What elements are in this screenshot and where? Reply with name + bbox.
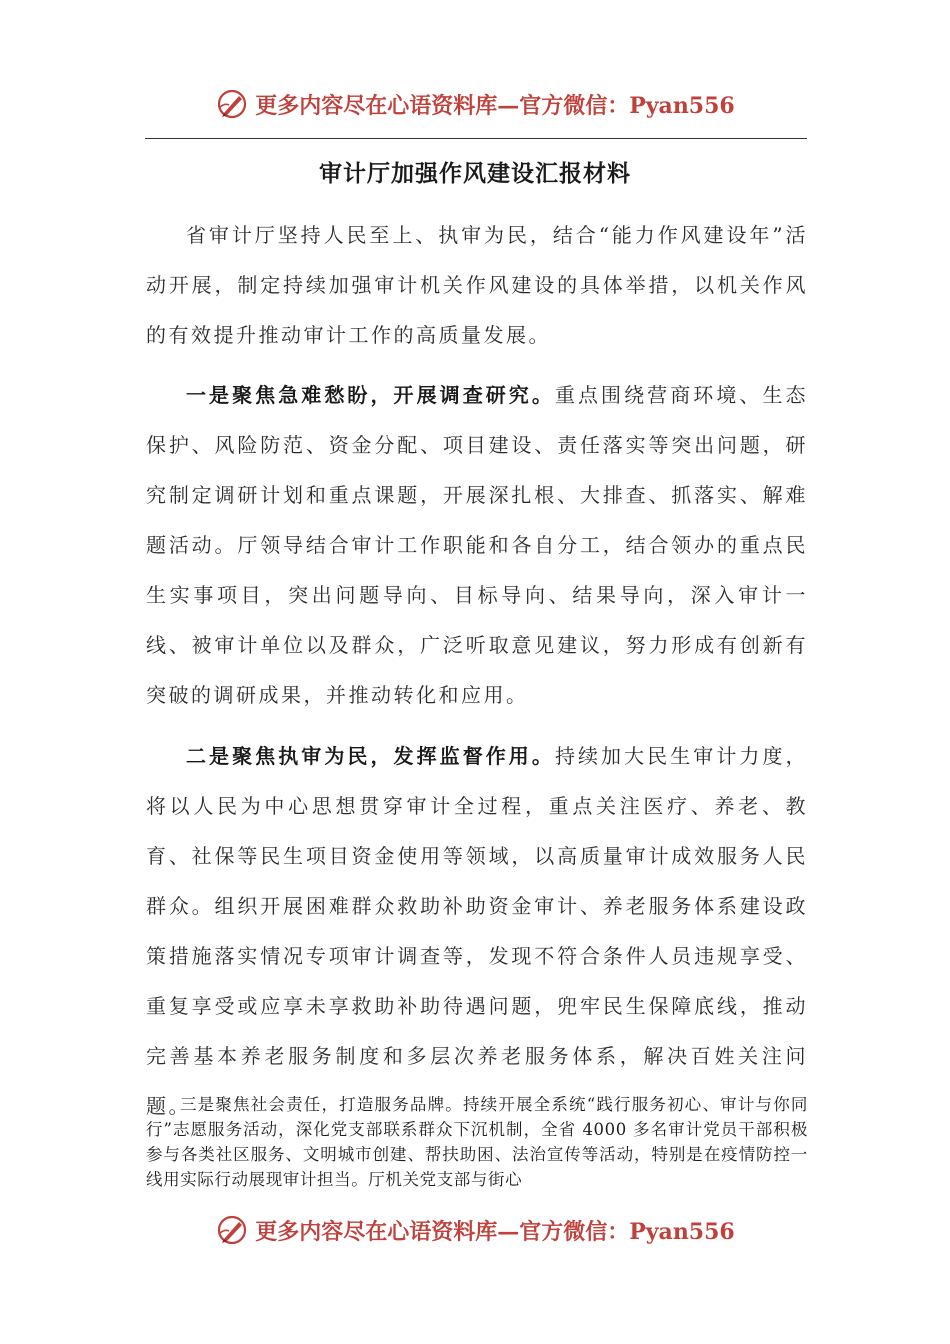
section1-body: 重点围绕营商环境、生态保护、风险防范、资金分配、项目建设、责任落实等突出问题，研究制定调研计划和重点课题，开展深扎根、大排查、抓落实、解难题活动。厅领导结合审计工作职能和各自分工，结合领办的重点民生实事项目，突出问题导向、目标导向、结果导向，深入审计一线、被审计单位以及群众，广泛听取意见建议，努力形成有创新有突破的调研成果，并推动转化和应用。 xyxy=(146,383,809,707)
intro-paragraph: 省审计厅坚持人民至上、执审为民，结合“能力作风建设年”活动开展，制定持续加强审计机关作风建设的具体举措，以机关作风的有效提升推动审计工作的高质量发展。 xyxy=(146,223,808,347)
section2-paragraph xyxy=(146,731,808,1131)
header-banner xyxy=(0,82,950,126)
section3-paragraph: 三是聚焦社会责任，打造服务品牌。持续开展全系统“践行服务初心、审计与你同行”志愿服务活动，深化党支部联系群众下沉机制，全省 4000 多名审计党员干部积极参与各类社区服务、文明城市创建、帮扶助困、法治宣传等活动，特别是在疫情防控一线用实际行动展现审计担当。厅机关党支部与街心 xyxy=(146,1095,808,1189)
header-divider xyxy=(145,138,807,139)
pen-logo-icon xyxy=(215,1213,249,1247)
section1-paragraph xyxy=(146,370,808,720)
pen-logo-icon xyxy=(215,87,249,121)
document-title: 审计厅加强作风建设汇报材料 xyxy=(319,160,631,187)
section1-heading: 一是聚焦急难愁盼，开展调查研究。 xyxy=(186,383,555,407)
section2-heading: 二是聚焦执审为民，发挥监督作用。 xyxy=(186,744,555,768)
section2-body: 持续加大民生审计力度，将以人民为中心思想贯穿审计全过程，重点关注医疗、养老、教育、社保等民生项目资金使用等领域，以高质量审计成效服务人民群众。组织开展困难群众救助补助资金审计、养老服务体系建设政策措施落实情况专项审计调查等，发现不符合条件人员违规享受、重复享受或应享未享救助补助待遇问题，兜牢民生保障底线，推动完善基本养老服务制度和多层次养老服务体系，解决百姓关注问题。 xyxy=(146,744,809,1118)
footer-brand-text: 更多内容尽在心语资料库—官方微信：Pyan556 xyxy=(255,1218,735,1245)
footer-banner xyxy=(0,1208,950,1252)
header-brand-text: 更多内容尽在心语资料库—官方微信：Pyan556 xyxy=(255,92,735,119)
